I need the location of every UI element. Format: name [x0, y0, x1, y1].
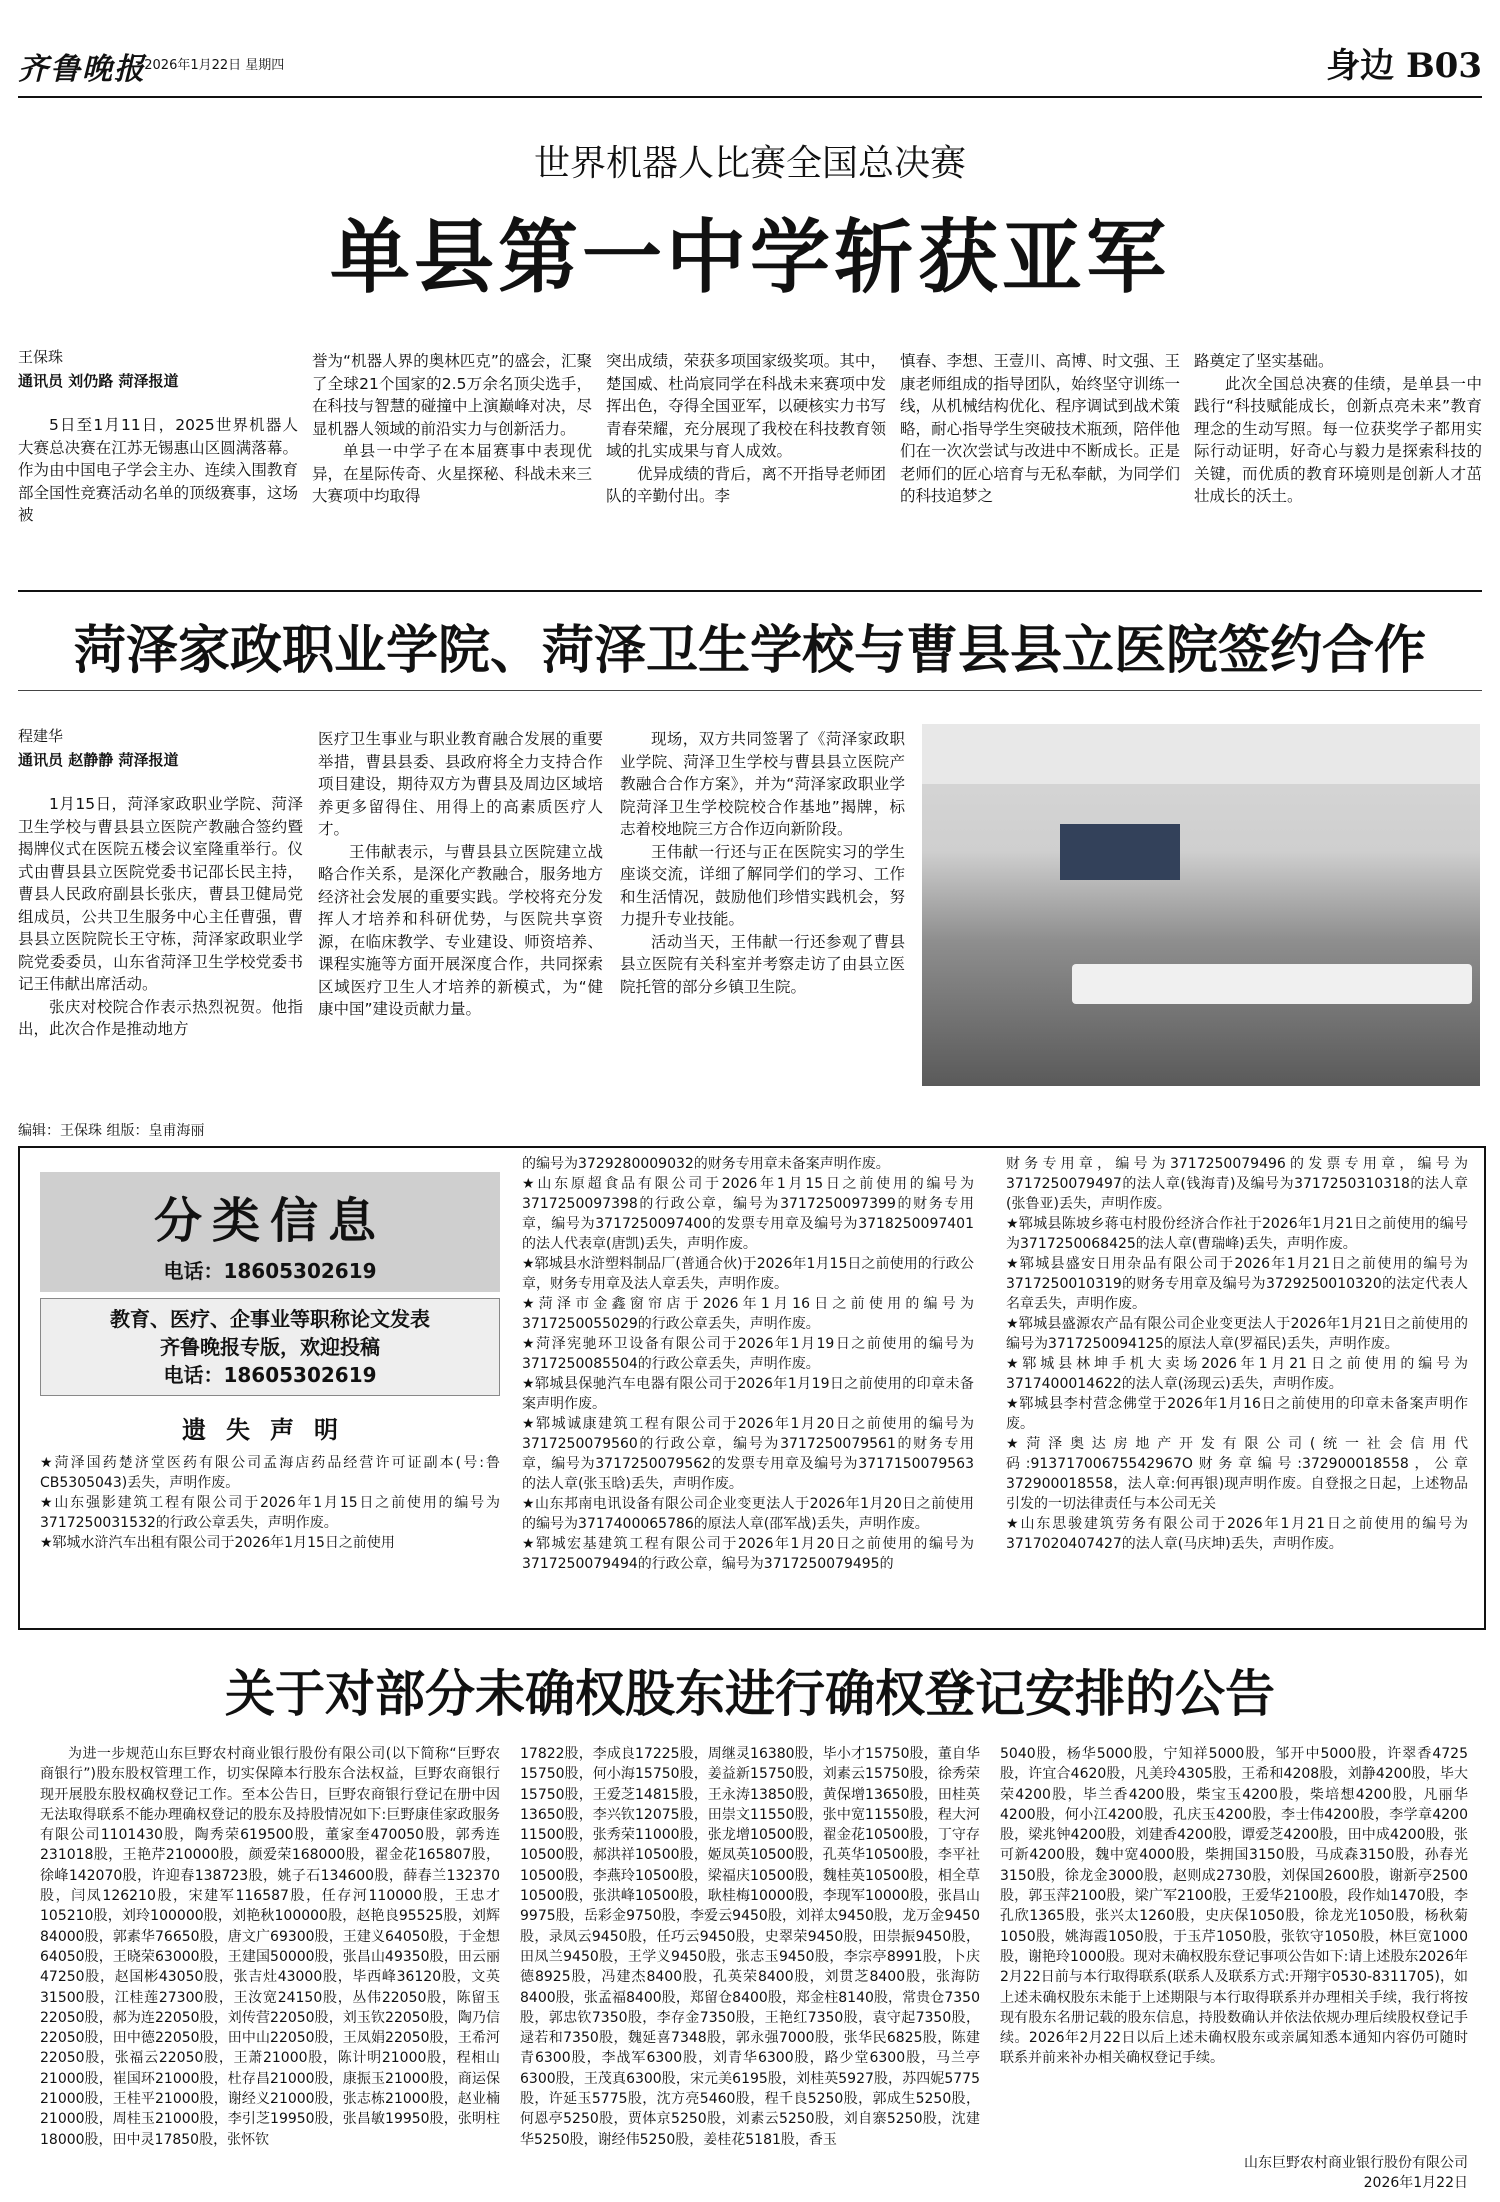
article1-col2	[312, 350, 592, 508]
classified-phone: 电话：18605302619	[163, 1259, 377, 1283]
signing-ceremony-photo	[922, 724, 1480, 1086]
paragraph: 此次全国总决赛的佳绩，是单县一中践行“科技赋能成长，创新点亮未来”教育理念的生动写照。每一位获奖学子都用实际行动证明，好奇心与毅力是探索科技的关键，而优质的教育环境则是创新人才茁壮成长的沃土。	[1194, 374, 1482, 505]
classified-left-column	[40, 1172, 500, 1553]
paragraph: 誉为“机器人界的奥林匹克”的盛会，汇聚了全球21个国家的2.5万余名顶尖选手，在科技与智慧的碰撞中上演巅峰对决，尽显机器人领域的前沿实力与创新活力。	[312, 352, 592, 438]
paragraph: ★郓城宏基建筑工程有限公司于2026年1月20日之前使用的编号为3717250079494的行政公章，编号为3717250079495的	[522, 1536, 974, 1572]
paragraph: 单县一中学子在本届赛事中表现优异，在星际传奇、火星探秘、科战未来三大赛项中均取得	[312, 442, 592, 505]
paragraph: ★郓城水浒汽车出租有限公司于2026年1月15日之前使用	[40, 1535, 395, 1551]
article1-kicker: 世界机器人比赛全国总决赛	[533, 143, 966, 184]
paragraph: ★郓城县李村营念佛堂于2026年1月16日之前使用的印章未备案声明作废。	[1006, 1396, 1468, 1432]
article2-col2	[318, 728, 603, 1021]
section-label: 身边 B03	[1326, 46, 1482, 86]
paragraph: ★山东思骏建筑劳务有限公司于2026年1月21日之前使用的编号为3717020407427的法人章(马庆坤)丢失，声明作废。	[1006, 1516, 1468, 1552]
signer-name: 山东巨野农村商业银行股份有限公司	[1244, 2155, 1468, 2171]
page-header	[18, 38, 1482, 94]
header-rule	[18, 96, 1482, 98]
paragraph: ★郓城诚康建筑工程有限公司于2026年1月20日之前使用的编号为3717250079560的行政公章，编号为3717250079561的财务专用章，编号为3717250079562的发票专用章及编号为3717150079563的法人章(张玉晗)丢失，声明作废。	[522, 1416, 974, 1492]
newspaper-logo: 齐鲁晚报	[18, 52, 146, 87]
article2-rule	[18, 690, 1482, 691]
paragraph: 活动当天，王伟献一行还参观了曹县县立医院有关科室并考察走访了由县立医院托管的部分乡镇卫生院。	[620, 932, 905, 996]
paragraph: ★郓城县陈坡乡蒋屯村股份经济合作社于2026年1月21日之前使用的编号为3717250068425的法人章(曹瑞峰)丢失，声明作废。	[1006, 1216, 1468, 1252]
notice-signature	[1000, 2152, 1468, 2192]
promo-line-1: 教育、医疗、企事业等职称论文发表	[110, 1307, 430, 1331]
notice-col2: 17822股，李成良17225股，周继灵16380股，毕小才15750股，董自华15750股，何小海15750股，姜益新15750股，刘素云15750股，徐秀荣15750股，王爱芝14815股，王永涛13850股，黄保增13650股，田桂英13650股，李兴钦12075股，田崇文11550股，张中宽11550股，程大河11500股，张秀荣11000股，张龙增10500股，翟金花10500股，丁守存10500股，郝洪祥10500股，姬凤英10500股，孔英华10500股，李平社10500股，李燕玲10500股，梁福庆10500股，魏桂英10500股，相全草10500股，张洪峰10500股，耿桂梅10000股，李现军10000股，张昌山9975股，岳彩金9750股，李爱云9450股，刘祥太9450股，龙万金9450股，录凤云9450股，任巧云9450股，史翠荣9450股，田崇振9450股，田凤兰9450股，王学义9450股，张志玉9450股，李宗亭8991股，卜庆德8925股，冯建杰8400股，孔英荣8400股，刘贯芝8400股，张海防8400股，张孟福8400股，郑留仓8400股，郑金柱8140股，常贵仓7350股，郭忠钦7350股，李存金7350股，王艳红7350股，袁守起7350股，逯若和7350股，魏延喜7348股，郭永强7000股，张华民6825股，陈建青6300股，李战军6300股，刘青华6300股，路少堂6300股，马兰亭6300股，王茂真6300股，宋元美6195股，刘桂英5927股，苏四妮5775股，许延玉5775股，沈方亮5460股，程千良5250股，郭成生5250股，何恩亭5250股，贾体京5250股，刘素云5250股，刘自寨5250股，沈建华5250股，谢经伟5250股，姜桂花5181股，香玉	[520, 1746, 980, 2148]
section-divider	[18, 590, 1482, 592]
paragraph: 王伟献表示，与曹县县立医院建立战略合作关系，是深化产教融合，服务地方经济社会发展的重要实践。学校将充分发挥人才培养和科研优势，与医院共享资源，在临床教学、专业建设、师资培养、课程实施等方面开展深度合作，共同探索区域医疗卫生人才培养的新模式，为“健康中国”建设贡献力量。	[318, 842, 603, 1018]
paragraph: ★山东原超食品有限公司于2026年1月15日之前使用的编号为3717250097398的行政公章，编号为3717250097399的财务专用章，编号为3717250097400的发票专用章及编号为3718250097401的法人代表章(唐凯)丢失，声明作废。	[522, 1176, 974, 1252]
sign-date: 2026年1月22日	[1363, 2175, 1468, 2191]
paragraph: ★郓城县保驰汽车电器有限公司于2026年1月19日之前使用的印章未备案声明作废。	[522, 1376, 974, 1412]
article2-title: 菏泽家政职业学院、菏泽卫生学校与曹县县立医院签约合作	[73, 620, 1426, 681]
paragraph: ★郓城县盛源农产品有限公司企业变更法人于2026年1月21日之前使用的编号为3717250094125的原法人章(罗福民)丢失，声明作废。	[1006, 1316, 1468, 1352]
photo-ceiling	[922, 724, 1480, 784]
editor-credit: 编辑：王保珠 组版：皇甫海丽	[18, 1123, 205, 1139]
notice-col3: 5040股，杨华5000股，宁知祥5000股，邹开中5000股，许翠香4725股，许宜合4620股，凡美玲4305股，王希和4208股，刘静4200股，毕大荣4200股，毕兰香4200股，柴宝玉4200股，柴培想4200股，凡丽华4200股，何小江4200股，孔庆玉4200股，李士伟4200股，李学章4200股，梁兆钟4200股，刘建香4200股，谭爱芝4200股，田中成4200股，张可新4200股，魏中宽4000股，柴拥国3150股，马成森3150股，孙春光3150股，徐龙金3000股，赵则成2730股，刘保国2600股，谢新亭2500股，郭玉萍2100股，梁广军2100股，王爱华2100股，段作灿1470股，李孔欣1365股，张兴太1260股，史庆保1050股，徐龙光1050股，杨秋菊1050股，姚海霞1050股，于玉芹1050股，张钦守1050股，林巨宽1000股，谢艳玲1000股。现对未确权股东登记事项公告如下:请上述股东2026年2月22日前与本行取得联系(联系人及联系方式:开翔宇0530-8311705)，如上述未确权股东未能于上述期限与本行取得联系并办理相关手续，我行将按现有股东名册记载的股东信息，持股数确认并依法依规办理后续股权登记手续。2026年2月22日以后上述未确权股东或亲属知悉本通知内容仍可随时联系并前来补办相关确权登记手续。	[1000, 1746, 1468, 2067]
paragraph: 张庆对校院合作表示热烈祝贺。他指出，此次合作是推动地方	[18, 997, 303, 1038]
promo-line-3: 电话：18605302619	[163, 1363, 377, 1387]
reporter: 程建华	[18, 727, 64, 745]
photo-table	[1072, 964, 1472, 1004]
correspondent: 通讯员 赵静静 菏泽报道	[18, 751, 179, 769]
correspondent: 通讯员 刘仍路 菏泽报道	[18, 372, 179, 390]
paragraph: ★郓城县水浒塑料制品厂(普通合伙)于2026年1月15日之前使用的行政公章，财务专用章及法人章丢失，声明作废。	[522, 1256, 974, 1292]
paragraph: ★菏泽宪驰环卫设备有限公司于2026年1月19日之前使用的编号为3717250085504的行政公章丢失，声明作废。	[522, 1336, 974, 1372]
article1-byline	[18, 345, 298, 393]
classified-header	[40, 1172, 500, 1292]
paragraph: 现场，双方共同签署了《菏泽家政职业学院、菏泽卫生学校与曹县县立医院产教融合合作方案》，并为“菏泽家政职业学院菏泽卫生学校院校合作基地”揭牌，标志着校地院三方合作迈向新阶段。	[620, 730, 905, 838]
lost-notice-col2	[522, 1154, 974, 1574]
article1-col1: 5日至1月11日，2025世界机器人大赛总决赛在江苏无锡惠山区圆满落幕。作为由中国电子学会主办、连续入围教育部全国性竞赛活动名单的顶级赛事，这场被	[18, 416, 298, 524]
photo-screen	[1060, 824, 1180, 880]
article2-byline	[18, 724, 303, 772]
paragraph: ★山东强影建筑工程有限公司于2026年1月15日之前使用的编号为3717250031532的行政公章丢失，声明作废。	[40, 1495, 500, 1531]
article2-col3	[620, 728, 905, 998]
lost-notice-col3	[1006, 1154, 1468, 1554]
paragraph: ★菏泽奥达房地产开发有限公司(统一社会信用代码:91371700675542967O财务章编号:372900018558，公章372900018558，法人章:何再银)现声明作废。自登报之日起，上述物品引发的一切法律责任与本公司无关	[1006, 1436, 1468, 1512]
paragraph: 突出成绩，荣获多项国家级奖项。其中，楚国威、杜尚宸同学在科战未来赛项中发挥出色，夺得全国亚军，以硬核实力书写青春荣耀，充分展现了我校在科技教育领域的扎实成果与育人成效。	[606, 352, 886, 460]
lost-notice-title: 遗失声明	[182, 1416, 358, 1444]
paragraph: ★菏泽国药楚济堂医药有限公司孟海店药品经营许可证副本(号:鲁CB5305043)丢失，声明作废。	[40, 1455, 500, 1491]
article1-col4: 慎春、李想、王壹川、高博、时文强、王康老师组成的指导团队，始终坚守训练一线，从机械结构优化、程序调试到战术策略，耐心指导学生突破技术瓶颈，陪伴他们在一次次尝试与改进中不断成长。正是老师们的匠心培育与无私奉献，为同学们的科技追梦之	[900, 352, 1180, 505]
classified-title: 分类信息	[153, 1193, 386, 1249]
reporter: 王保珠	[18, 348, 64, 366]
paragraph: 优异成绩的背后，离不开指导老师团队的辛勤付出。李	[606, 464, 886, 505]
paragraph: 1月15日，菏泽家政职业学院、菏泽卫生学校与曹县县立医院产教融合签约暨揭牌仪式在医院五楼会议室隆重举行。仪式由曹县县立医院党委书记邵长民主持，曹县人民政府副县长张庆，曹县卫健局党组成员，公共卫生服务中心主任曹强，曹县县立医院院长王守栋，菏泽家政职业学院党委委员，山东省菏泽卫生学校党委书记王伟献出席活动。	[18, 795, 303, 993]
paragraph: 王伟献一行还与正在医院实习的学生座谈交流，详细了解同学们的学习、工作和生活情况，鼓励他们珍惜实践机会，努力提升专业技能。	[620, 842, 905, 928]
paragraph: 的编号为3729280009032的财务专用章未备案声明作废。	[522, 1156, 890, 1172]
article1-title: 单县第一中学斩获亚军	[330, 210, 1170, 304]
paragraph: ★郓城县林坤手机大卖场2026年1月21日之前使用的编号为3717400014622的法人章(汤现云)丢失，声明作废。	[1006, 1356, 1468, 1392]
issue-date: · 2026年1月22日 星期四	[136, 58, 285, 73]
paragraph: 医疗卫生事业与职业教育融合发展的重要举措，曹县县委、县政府将全力支持合作项目建设，期待双方为曹县及周边区域培养更多留得住、用得上的高素质医疗人才。	[318, 730, 603, 838]
notice-title: 关于对部分未确权股东进行确权登记安排的公告	[225, 1664, 1275, 1723]
paragraph: ★郓城县盛安日用杂品有限公司于2026年1月21日之前使用的编号为3717250010319的财务专用章及编号为3729250010320的法定代表人名章丢失，声明作废。	[1006, 1256, 1468, 1312]
promo-line-2: 齐鲁晚报专版，欢迎投稿	[160, 1335, 380, 1359]
article1-col3	[606, 350, 886, 508]
article2-col1	[18, 793, 303, 1041]
notice-col1: 为进一步规范山东巨野农村商业银行股份有限公司(以下简称“巨野农商银行”)股东股权管理工作，切实保障本行股东合法权益，巨野农商银行现开展股东股权确权登记工作。至本公告日，巨野农商银行登记在册中因无法取得联系不能办理确权登记的股东及持股情况如下:巨野康佳家政服务有限公司1101430股，陶秀荣619500股，董家奎470050股，郭秀连231018股，王艳芹210000股，颜爱荣168000股，翟金花165807股，徐峰142070股，许迎春138723股，姚子石134600股，薛春兰132370股，闫凤126210股，宋建军116587股，任存河110000股，王忠才105210股，刘玲100000股，刘艳秋100000股，赵艳良95525股，刘辉84000股，郭素华76650股，唐文广69300股，王建义64050股，于金想64050股，王晓荣63000股，王建国50000股，张昌山49350股，田云丽47250股，赵国彬43050股，张吉灶43000股，毕西峰36120股，文英31500股，江桂莲27300股，王汝宽24150股，丛伟22050股，陈留玉22050股，郝为连22050股，刘传营22050股，刘玉钦22050股，陶乃信22050股，田中德22050股，田中山22050股，王凤娟22050股，王希河22050股，张福云22050股，王萧21000股，陈计明21000股，程相山21000股，崔国环21000股，杜存昌21000股，康振玉21000股，商运保21000股，王桂平21000股，谢经义21000股，张志栋21000股，赵业楠21000股，周桂玉21000股，李引芝19950股，张昌敏19950股，张明柱18000股，田中灵17850股，张怀钦	[40, 1746, 500, 2148]
classified-promo	[40, 1298, 500, 1396]
paragraph: ★菏泽市金鑫窗帘店于2026年1月16日之前使用的编号为3717250055029的行政公章丢失，声明作废。	[522, 1296, 974, 1332]
paragraph: 路奠定了坚实基础。	[1194, 352, 1334, 370]
paragraph: 财务专用章，编号为3717250079496的发票专用章，编号为3717250079497的法人章(钱海青)及编号为3717250310318的法人章(张鲁亚)丢失，声明作废。	[1006, 1156, 1468, 1212]
paragraph: ★山东邦南电讯设备有限公司企业变更法人于2026年1月20日之前使用的编号为3717400065786的原法人章(邵军战)丢失，声明作废。	[522, 1496, 974, 1532]
lost-notice-col1	[40, 1453, 500, 1553]
article1-col5	[1194, 350, 1482, 508]
